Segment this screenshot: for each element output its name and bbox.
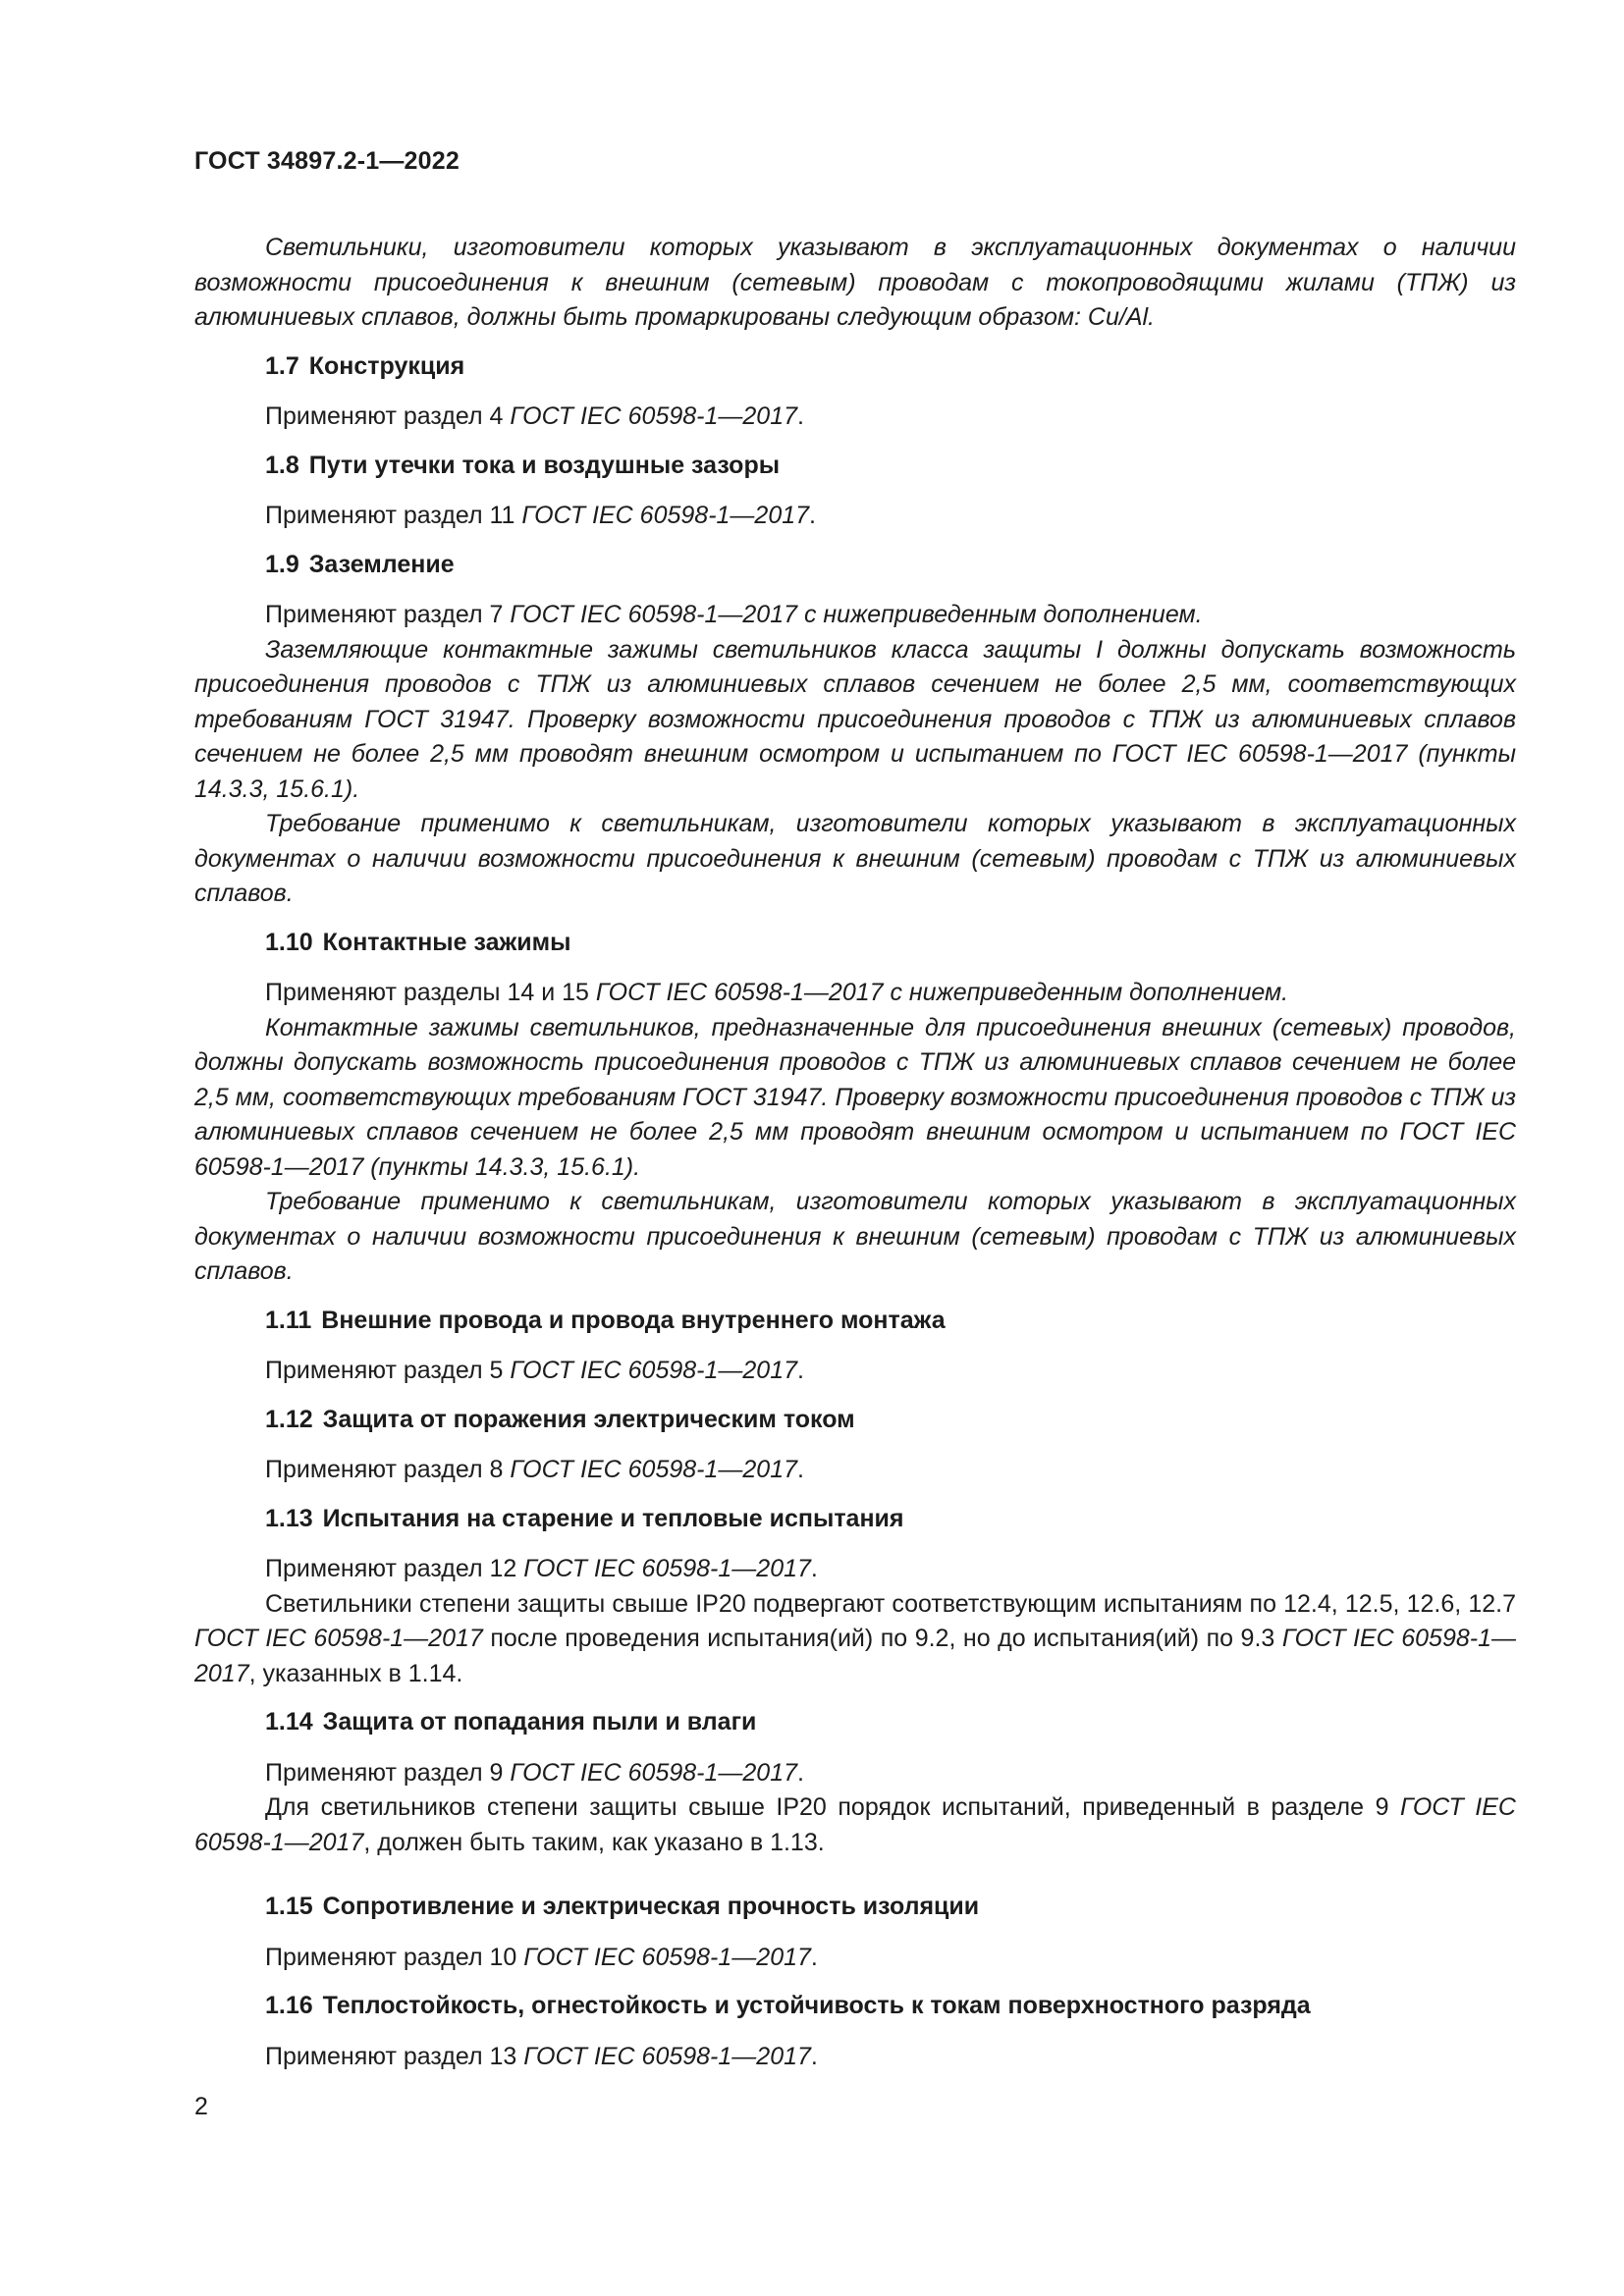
text-run: Применяют раздел 8 [265,1456,511,1483]
section-number: 1.16 [265,1992,313,2019]
section-number: 1.7 [265,351,299,380]
text-run: Применяют раздел 11 [265,502,522,529]
section-number: 1.13 [265,1504,313,1532]
section-heading-1-12 [194,1403,1516,1438]
text-run: . [809,502,816,529]
section-number: 1.11 [265,1306,312,1334]
section-title: Пути утечки тока и воздушные зазоры [308,451,781,479]
text-run: , должен быть таким, как указано в 1.13. [363,1828,825,1856]
section-title: Испытания на старение и тепловые испытания [322,1504,904,1532]
standard-reference: ГОСТ IEC 60598-1—2017 с нижеприведенным дополнением. [595,979,1289,1006]
text-run: Применяют раздел 9 [265,1758,511,1787]
section-number: 1.15 [265,1893,313,1920]
text-run: Применяют раздел 13 [265,2042,524,2070]
section-number: 1.8 [265,451,299,479]
section-heading-1-11 [194,1304,1516,1339]
standard-reference: ГОСТ IEC 60598-1—2017 [523,1943,811,1971]
section-1-16-paragraph [194,2040,1516,2075]
standard-reference: ГОСТ IEC 60598-1—2017 [523,1555,811,1582]
section-1-12-paragraph [194,1453,1516,1488]
text-run: . [797,1357,804,1384]
text-run: Применяют раздел 12 [265,1555,524,1582]
section-1-7-paragraph [194,400,1516,435]
section-1-13-paragraph-2 [194,1587,1516,1692]
section-heading-1-13 [194,1502,1516,1537]
section-number: 1.14 [265,1708,313,1735]
section-number: 1.12 [265,1405,313,1433]
section-title: Защита от попадания пыли и влаги [322,1708,757,1735]
document-page [194,147,1516,2074]
standard-reference: ГОСТ IEC 60598-1—2017 [510,1456,797,1483]
section-1-14-paragraph-1 [194,1756,1516,1791]
text-run: . [810,1943,818,1971]
section-heading-1-15 [194,1890,1516,1925]
text-run: Применяют раздел 10 [265,1943,524,1971]
section-title: Защита от поражения электрическим током [322,1405,855,1433]
section-1-10-paragraph-2: Контактные зажимы светильников, предназначенные для присоединения внешних (сетевых) проводов, должны допускать возможность присоединения проводов с ТПЖ из алюминиевых сплавов сечением не более 2,5 мм, соответствующих требованиям ГОСТ 31947. Проверку возможности присоединения проводов с ТПЖ из алюминиевых сплавов сечением не более 2,5 мм проводят внешним осмотром и испытанием по ГОСТ IEC 60598-1—2017 (пункты 14.3.3, 15.6.1). [194,1013,1516,1181]
section-heading-1-7 [194,349,1516,385]
section-title: Заземление [308,550,455,578]
standard-reference: ГОСТ IEC 60598-1—2017 с нижеприведенным дополнением. [510,601,1203,628]
text-run: Для светильников степени защиты свыше IP20 порядок испытаний, приведенный в разделе 9 [265,1793,1401,1821]
section-title: Конструкция [308,351,465,380]
page-number: 2 [194,2093,208,2120]
section-title: Контактные зажимы [322,928,571,956]
text-run: после проведения испытания(ий) по 9.2, но до испытания(ий) по 9.3 [482,1625,1282,1652]
section-heading-1-10 [194,926,1516,961]
document-header: ГОСТ 34897.2-1—2022 [194,147,460,175]
section-number: 1.10 [265,928,313,956]
standard-reference: ГОСТ IEC 60598-1—2017 [510,402,797,430]
section-1-14-paragraph-2 [194,1790,1516,1860]
text-run: Применяют раздел 5 [265,1357,511,1384]
section-1-8-paragraph [194,499,1516,534]
text-run: Применяют разделы 14 и 15 [265,979,596,1006]
standard-reference: ГОСТ IEC 60598-1—2017 [510,1758,797,1787]
standard-reference: ГОСТ IEC 60598-1—2017 [510,1357,797,1384]
text-run: . [810,1555,818,1582]
text-run: , указанных в 1.14. [248,1659,463,1687]
section-1-9-paragraph-2: Заземляющие контактные зажимы светильников класса защиты I должны допускать возможность присоединения проводов с ТПЖ из алюминиевых сплавов сечением не более 2,5 мм, соответствующих требованиям ГОСТ 31947. Проверку возможности присоединения проводов с ТПЖ из алюминиевых сплавов сечением не более 2,5 мм проводят внешним осмотром и испытанием по ГОСТ IEC 60598-1—2017 (пункты 14.3.3, 15.6.1). [194,635,1516,803]
text-run: Применяют раздел 7 [265,601,511,628]
section-1-11-paragraph [194,1354,1516,1389]
section-1-10-paragraph-3: Требование применимо к светильникам, изготовители которых указывают в эксплуатационных документах о наличии возможности присоединения к внешним (сетевым) проводам с ТПЖ из алюминиевых сплавов. [194,1188,1516,1285]
intro-paragraph: Светильники, изготовители которых указывают в эксплуатационных документах о наличии возможности присоединения к внешним (сетевым) проводам с токопроводящими жилами (ТПЖ) из алюминиевых сплавов, должны быть промаркированы следующим образом: Cu/Al. [194,234,1516,331]
text-run: . [797,402,804,430]
standard-reference: ГОСТ IEC 60598-1—2017 [194,1625,483,1652]
text-run: . [810,2042,818,2070]
section-title: Внешние провода и провода внутреннего монтажа [321,1306,946,1334]
section-heading-1-14 [194,1705,1516,1740]
standard-reference: ГОСТ IEC 60598-1—2017 [194,1793,1516,1856]
section-number: 1.9 [265,550,299,578]
section-title: Теплостойкость, огнестойкость и устойчивость к токам поверхностного разряда [322,1992,1311,2019]
standard-reference: ГОСТ IEC 60598-1—2017 [523,2042,811,2070]
section-1-9-paragraph-1 [194,598,1516,633]
standard-reference: ГОСТ IEC 60598-1—2017 [194,1625,1516,1687]
section-heading-1-9 [194,548,1516,583]
section-title: Сопротивление и электрическая прочность изоляции [322,1893,980,1920]
section-1-9-paragraph-3: Требование применимо к светильникам, изготовители которых указывают в эксплуатационных документах о наличии возможности присоединения к внешним (сетевым) проводам с ТПЖ из алюминиевых сплавов. [194,810,1516,907]
text-run: Светильники степени защиты свыше IP20 подвергают соответствующим испытаниям по 12.4, 12.5, 12.6, 12.7 [265,1589,1516,1618]
section-heading-1-16 [194,1989,1516,2024]
text-run: . [797,1758,804,1787]
section-1-13-paragraph-1 [194,1552,1516,1587]
text-run: Применяют раздел 4 [265,402,511,430]
standard-reference: ГОСТ IEC 60598-1—2017 [521,502,810,529]
section-heading-1-8 [194,449,1516,484]
section-1-15-paragraph [194,1941,1516,1976]
text-run: . [797,1456,804,1483]
section-1-10-paragraph-1 [194,976,1516,1011]
